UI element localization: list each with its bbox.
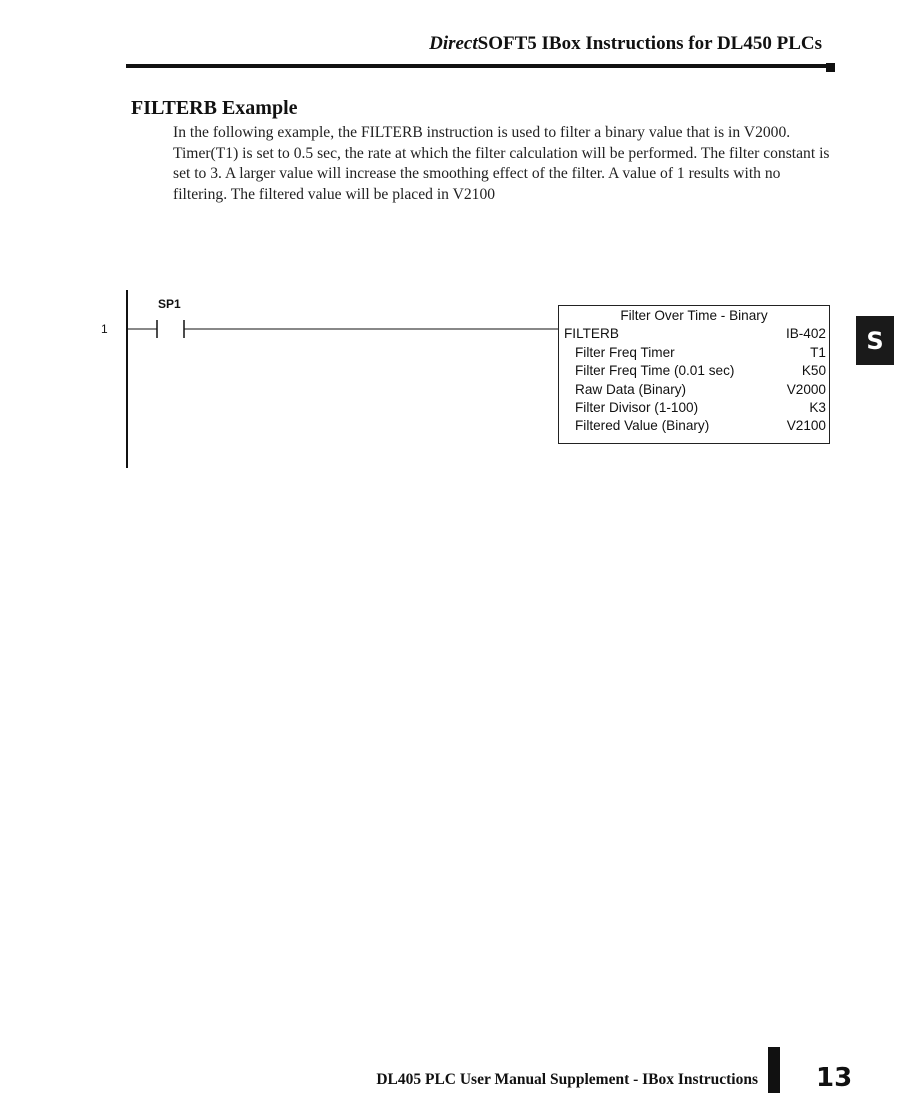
ibox-param-label: Filter Freq Time (0.01 sec)	[575, 363, 735, 379]
page-number: 13	[816, 1063, 853, 1093]
ibox-param-label: Filter Freq Timer	[575, 344, 675, 360]
ibox-code: IB-402	[785, 326, 826, 342]
header-title-text: SOFT5 IBox Instructions for DL450 PLCs	[477, 33, 822, 54]
ibox-param-label: Filtered Value (Binary)	[575, 418, 710, 434]
ibox-name: FILTERB	[564, 326, 619, 342]
footer-bar	[768, 1047, 780, 1093]
ibox-title: Filter Over Time - Binary	[620, 308, 768, 323]
rung-number: 1	[101, 322, 108, 336]
ibox-param-row	[559, 399, 829, 417]
side-tab-letter: S	[866, 326, 884, 355]
section-side-tab	[856, 316, 894, 365]
ibox-param-row	[559, 362, 829, 380]
ibox-param-label: Raw Data (Binary)	[575, 381, 687, 397]
ibox-param-row	[559, 344, 829, 362]
header-rule-end-square	[826, 63, 835, 72]
ibox-param-label: Filter Divisor (1-100)	[575, 400, 699, 416]
page-header-title	[429, 33, 822, 55]
filterb-ibox	[558, 305, 830, 444]
section-title: FILTERB Example	[131, 97, 298, 119]
ibox-param-value: T1	[810, 344, 826, 360]
header-rule	[126, 64, 828, 68]
header-brand: Direct	[429, 33, 478, 54]
ibox-param-value: V2100	[786, 418, 826, 434]
ibox-param-value: V2000	[786, 381, 826, 397]
ibox-param-value: K50	[801, 363, 826, 379]
ibox-param-row	[559, 417, 829, 435]
contact-label: SP1	[158, 297, 181, 311]
ibox-name-row	[559, 325, 829, 343]
footer-text: DL405 PLC User Manual Supplement - IBox Instructions	[376, 1071, 758, 1088]
ibox-param-row	[559, 381, 829, 399]
ibox-param-value: K3	[809, 400, 826, 416]
section-body-text: In the following example, the FILTERB instruction is used to filter a binary value that is in V2000. Timer(T1) is set to 0.5 sec, the rate at which the filter calculation will be performed. The filter constant is set to 3. A larger value will increase the smoothing effect of the filter. A value of 1 results with no filtering. The filtered value will be placed in V2100	[173, 124, 830, 203]
